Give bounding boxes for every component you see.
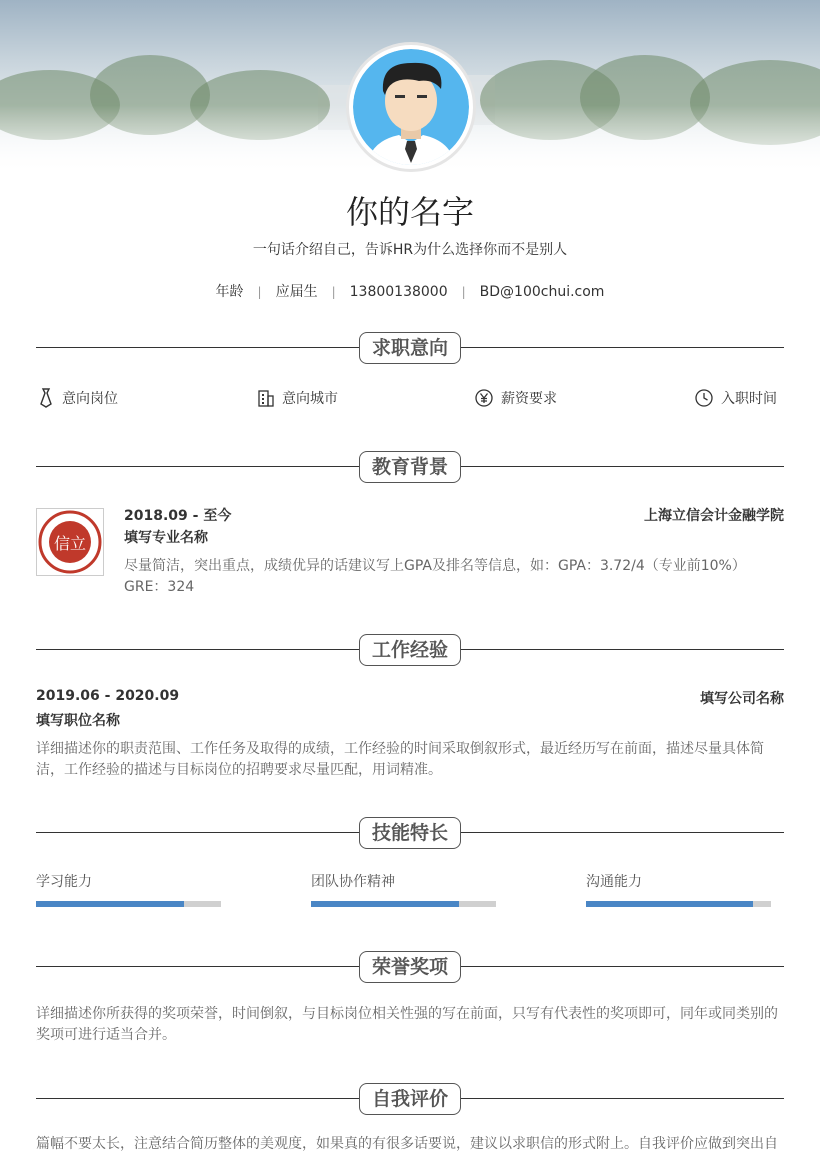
section-title: 教育背景 bbox=[359, 451, 461, 483]
work-description: 详细描述你的职责范围、工作任务及取得的成绩，工作经验的时间采取倒叙形式，最近经历写在前面，描述尽量具体简洁，工作经验的描述与目标岗位的招聘要求尽量匹配，用词精准。 bbox=[36, 741, 764, 778]
section-header-self-evaluation bbox=[36, 1083, 784, 1115]
building-icon bbox=[258, 389, 274, 407]
intent-label: 意向城市 bbox=[282, 391, 338, 407]
separator: | bbox=[257, 285, 262, 299]
education-description: 尽量简洁，突出重点，成绩优异的话建议写上GPA及排名等信息，如：GPA：3.72/4（专业前10%） GRE：324 bbox=[124, 558, 746, 595]
intent-start-date bbox=[695, 388, 777, 408]
tagline: 一句话介绍自己，告诉HR为什么选择你而不是别人 bbox=[252, 242, 568, 258]
intent-city bbox=[258, 388, 338, 408]
section-title: 自我评价 bbox=[359, 1083, 461, 1115]
section-title: 荣誉奖项 bbox=[359, 951, 461, 983]
contact-info bbox=[0, 281, 820, 301]
skill-label: 沟通能力 bbox=[586, 874, 642, 890]
status-field: 应届生 bbox=[275, 284, 318, 300]
work-date: 2019.06 - 2020.09 bbox=[36, 688, 180, 704]
school-logo-text: 信立 bbox=[53, 534, 87, 553]
honors-description: 详细描述你所获得的奖项荣誉，时间倒叙，与目标岗位相关性强的写在前面，只写有代表性的奖项即可，同年或同类别的奖项可进行适当合并。 bbox=[36, 1006, 778, 1043]
clock-icon bbox=[695, 389, 713, 407]
intent-label: 入职时间 bbox=[721, 391, 777, 407]
section-title: 技能特长 bbox=[359, 817, 461, 849]
skill-bar bbox=[311, 901, 496, 907]
phone-field: 13800138000 bbox=[349, 284, 448, 300]
intent-label: 薪资要求 bbox=[501, 391, 557, 407]
section-title: 工作经验 bbox=[359, 634, 461, 666]
section-header-work bbox=[36, 634, 784, 666]
section-header-intent bbox=[36, 332, 784, 364]
skill-bar bbox=[36, 901, 221, 907]
education-date: 2018.09 - 至今 bbox=[124, 508, 232, 524]
age-field: 年龄 bbox=[215, 284, 244, 300]
self-evaluation-description: 篇幅不要太长，注意结合简历整体的美观度，如果真的有很多话要说，建议以求职信的形式附上。自我评价应做到突出自 bbox=[36, 1136, 778, 1152]
skill-bar bbox=[586, 901, 771, 907]
intent-salary bbox=[475, 388, 557, 408]
tie-icon bbox=[38, 388, 54, 408]
skill-label: 学习能力 bbox=[36, 874, 92, 890]
section-header-education bbox=[36, 451, 784, 483]
major-name: 填写专业名称 bbox=[124, 530, 208, 546]
avatar bbox=[346, 42, 476, 172]
skill-bar-fill bbox=[36, 901, 184, 907]
skill-bar-fill bbox=[311, 901, 459, 907]
candidate-name: 你的名字 bbox=[345, 193, 474, 231]
section-title: 求职意向 bbox=[359, 332, 461, 364]
intent-position bbox=[38, 388, 118, 408]
intent-label: 意向岗位 bbox=[62, 391, 118, 407]
section-header-skills bbox=[36, 817, 784, 849]
email-field: BD@100chui.com bbox=[479, 284, 605, 300]
section-header-honors bbox=[36, 951, 784, 983]
school-logo bbox=[36, 508, 104, 576]
yen-icon bbox=[475, 389, 493, 407]
separator: | bbox=[461, 285, 466, 299]
skill-label: 团队协作精神 bbox=[311, 874, 395, 890]
skill-bar-fill bbox=[586, 901, 753, 907]
school-name: 上海立信会计金融学院 bbox=[644, 508, 784, 524]
position-name: 填写职位名称 bbox=[36, 713, 120, 729]
separator: | bbox=[331, 285, 336, 299]
company-name: 填写公司名称 bbox=[700, 691, 784, 707]
